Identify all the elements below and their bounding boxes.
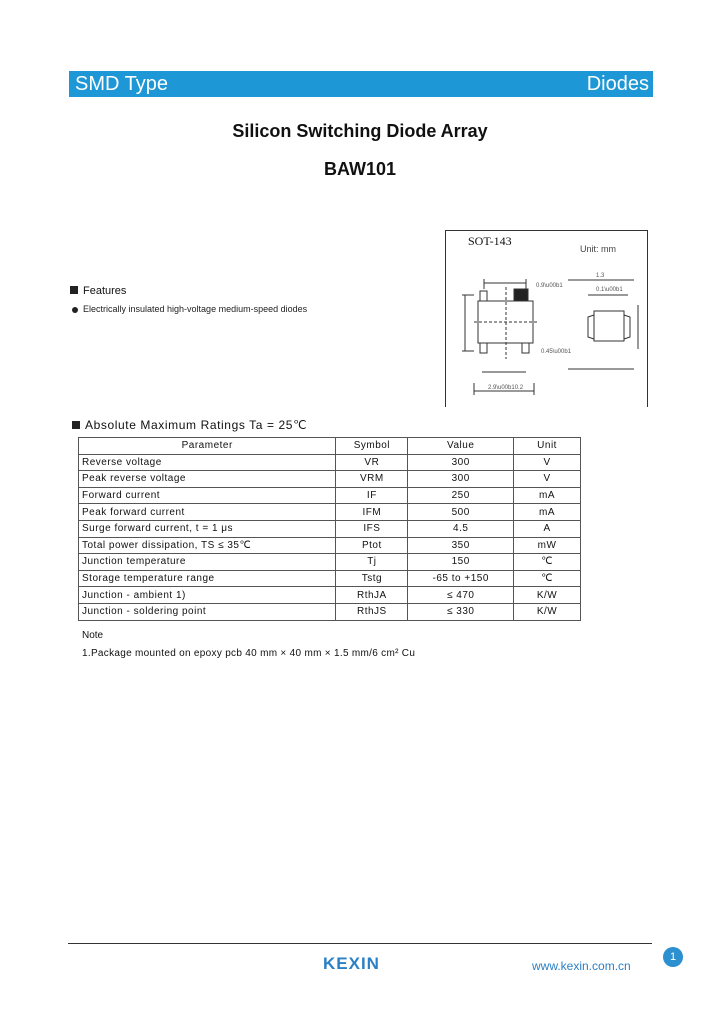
value-cell: 350 — [408, 537, 514, 554]
unit-cell: K/W — [514, 587, 581, 604]
table-row — [79, 587, 581, 604]
symbol-cell: IFS — [336, 520, 408, 537]
parameter-cell: Peak reverse voltage — [79, 471, 336, 488]
page-number: 1 — [663, 947, 683, 967]
column-header: Value — [408, 438, 514, 455]
table-row — [79, 454, 581, 471]
doc-type: Diodes — [586, 73, 649, 95]
table-row — [79, 520, 581, 537]
value-cell: 300 — [408, 471, 514, 488]
features-heading-text: Features — [83, 285, 127, 297]
value-cell: -65 to +150 — [408, 570, 514, 587]
unit-cell: ℃ — [514, 554, 581, 571]
package-name: SOT-143 — [468, 234, 512, 248]
unit-cell: V — [514, 471, 581, 488]
symbol-cell: Ptot — [336, 537, 408, 554]
symbol-cell: VR — [336, 454, 408, 471]
sot143-outline — [446, 231, 647, 407]
value-cell: 150 — [408, 554, 514, 571]
symbol-cell: IF — [336, 487, 408, 504]
doc-category: SMD Type — [75, 73, 168, 95]
package-drawing — [445, 230, 648, 407]
ratings-table — [78, 437, 581, 621]
table-row — [79, 570, 581, 587]
page-title: Silicon Switching Diode Array — [232, 121, 488, 141]
parameter-cell: Junction - soldering point — [79, 603, 336, 620]
parameter-cell: Junction - ambient 1) — [79, 587, 336, 604]
unit-cell: ℃ — [514, 570, 581, 587]
note-item: 1.Package mounted on epoxy pcb 40 mm × 40 mm × 1.5 mm/6 cm² Cu — [82, 648, 416, 659]
symbol-cell: IFM — [336, 504, 408, 521]
svg-text:2.9\u00b10.2: 2.9\u00b10.2 — [488, 385, 524, 391]
ratings-heading-text: Absolute Maximum Ratings Ta = 25℃ — [85, 418, 308, 432]
svg-text:0.9\u00b1: 0.9\u00b1 — [536, 283, 563, 289]
note-label: Note — [82, 630, 104, 641]
table-header-row — [79, 438, 581, 455]
unit-cell: mA — [514, 487, 581, 504]
symbol-cell: RthJA — [336, 587, 408, 604]
value-cell: ≤ 470 — [408, 587, 514, 604]
square-bullet-icon — [72, 421, 80, 429]
parameter-cell: Storage temperature range — [79, 570, 336, 587]
header-banner — [69, 71, 653, 97]
column-header: Unit — [514, 438, 581, 455]
parameter-cell: Junction temperature — [79, 554, 336, 571]
part-number: BAW101 — [323, 159, 397, 179]
dot-bullet-icon — [72, 307, 78, 313]
value-cell: 4.5 — [408, 520, 514, 537]
table-row — [79, 537, 581, 554]
parameter-cell: Forward current — [79, 487, 336, 504]
svg-text:1.3: 1.3 — [596, 273, 605, 279]
svg-text:0.1\u00b1: 0.1\u00b1 — [596, 287, 623, 293]
unit-cell: mA — [514, 504, 581, 521]
website-link[interactable]: www.kexin.com.cn — [532, 959, 631, 973]
value-cell: 250 — [408, 487, 514, 504]
table-row — [79, 504, 581, 521]
feature-text: Electrically insulated high-voltage medium-speed diodes — [83, 304, 308, 314]
column-header: Parameter — [79, 438, 336, 455]
column-header: Symbol — [336, 438, 408, 455]
ratings-heading — [72, 418, 307, 432]
feature-item — [72, 304, 307, 314]
unit-cell: V — [514, 454, 581, 471]
unit-cell: mW — [514, 537, 581, 554]
table-row — [79, 554, 581, 571]
svg-text:0.45\u00b1: 0.45\u00b1 — [541, 349, 572, 355]
value-cell: ≤ 330 — [408, 603, 514, 620]
features-heading — [70, 285, 126, 297]
parameter-cell: Total power dissipation, TS ≤ 35℃ — [79, 537, 336, 554]
parameter-cell: Surge forward current, t = 1 μs — [79, 520, 336, 537]
table-row — [79, 487, 581, 504]
parameter-cell: Peak forward current — [79, 504, 336, 521]
symbol-cell: Tj — [336, 554, 408, 571]
table-row — [79, 471, 581, 488]
symbol-cell: RthJS — [336, 603, 408, 620]
value-cell: 300 — [408, 454, 514, 471]
unit-cell: K/W — [514, 603, 581, 620]
symbol-cell: Tstg — [336, 570, 408, 587]
value-cell: 500 — [408, 504, 514, 521]
company-logo: KEXIN — [323, 954, 380, 973]
parameter-cell: Reverse voltage — [79, 454, 336, 471]
unit-cell: A — [514, 520, 581, 537]
footer-divider — [68, 943, 652, 944]
unit-label: Unit: mm — [580, 244, 616, 254]
square-bullet-icon — [70, 286, 78, 294]
table-row — [79, 603, 581, 620]
symbol-cell: VRM — [336, 471, 408, 488]
